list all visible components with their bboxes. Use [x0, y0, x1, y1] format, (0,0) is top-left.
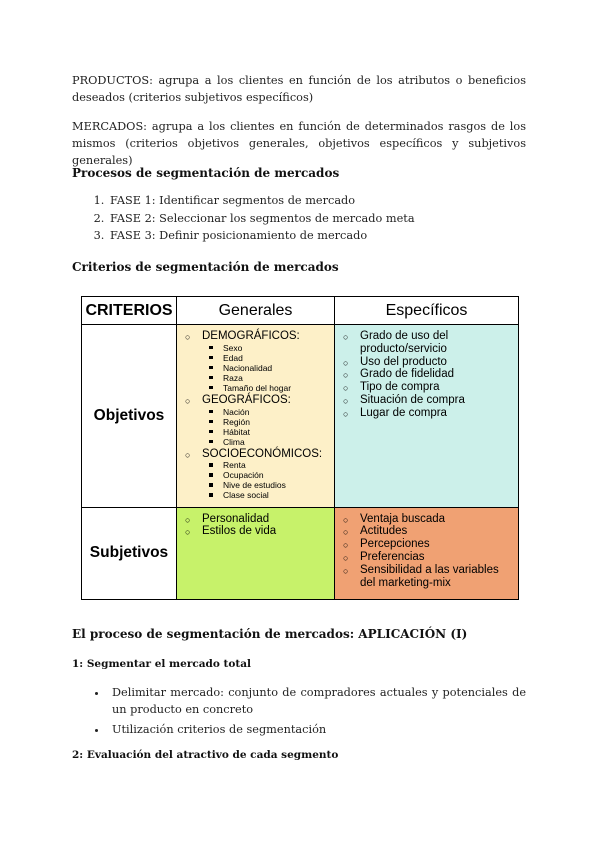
list-item: ○ Grado de fidelidad	[343, 368, 454, 381]
header-especificos: Específicos	[335, 297, 519, 325]
aplicacion-heading: El proceso de segmentación de mercados: APLICACIÓN (I)	[72, 627, 468, 641]
list-item: ○ Actitudes	[343, 525, 408, 538]
item-text: Personalidad	[202, 512, 270, 525]
list-item: ○ Grado de uso del producto/servicio	[343, 330, 449, 355]
objetivos-generales-cell	[177, 325, 335, 508]
list-item: Tamaño del hogar	[209, 383, 330, 393]
fase-item: 2. FASE 2: Seleccionar los segmentos de mercado meta	[108, 210, 548, 228]
header-criterios: CRITERIOS	[82, 297, 177, 325]
list-item: Hábitat	[209, 427, 330, 437]
group-title: GEOGRÁFICOS:	[202, 393, 291, 406]
list-item: ○ Preferencias	[343, 551, 425, 564]
list-item: Edad	[209, 353, 330, 363]
list-item: Clase social	[209, 490, 330, 500]
table-row-subjetivos	[82, 507, 519, 599]
bullet-item: • Utilización criterios de segmentación	[108, 721, 526, 738]
list-item: ○ Sensibilidad a las variables del marketing-mix	[343, 563, 499, 589]
list-item: Nación	[209, 407, 330, 417]
fases-list	[72, 192, 548, 245]
item-text: Situación de compra	[360, 394, 465, 407]
row-label-objetivos: Objetivos	[82, 325, 177, 508]
item-text: Actitudes	[360, 525, 408, 538]
item-text: Sensibilidad a las variables del marketing-mix	[360, 563, 499, 589]
bullet-item: • Delimitar mercado: conjunto de compradores actuales y potenciales de un producto en concreto	[108, 684, 526, 718]
list-item: Sexo	[209, 343, 330, 353]
item-text: Tipo de compra	[360, 381, 440, 394]
list-item: ○ Situación de compra	[343, 394, 465, 407]
list-item: ○ Estilos de vida	[185, 525, 277, 538]
subjetivos-especificos-cell	[335, 507, 519, 599]
row-label-subjetivos: Subjetivos	[82, 507, 177, 599]
objetivos-especificos-cell	[335, 325, 519, 508]
item-text: Estilos de vida	[202, 525, 277, 538]
procesos-heading: Procesos de segmentación de mercados	[72, 166, 340, 180]
list-item: Nacionalidad	[209, 363, 330, 373]
list-item: ○ Personalidad	[185, 512, 270, 525]
step1-heading: 1: Segmentar el mercado total	[72, 658, 252, 670]
header-generales: Generales	[177, 297, 335, 325]
step1-bullets	[72, 684, 526, 738]
list-item: Raza	[209, 373, 330, 383]
item-text: Preferencias	[360, 551, 425, 564]
group-title: SOCIOECONÓMICOS:	[202, 447, 323, 460]
criterios-heading: Criterios de segmentación de mercados	[72, 260, 339, 274]
item-text: Ventaja buscada	[360, 512, 446, 525]
item-text: Lugar de compra	[360, 406, 447, 419]
list-item: Nive de estudios	[209, 480, 330, 490]
list-item: Región	[209, 417, 330, 427]
item-text: Grado de uso del producto/servicio	[360, 330, 449, 355]
list-item: ○ Percepciones	[343, 538, 430, 551]
step2-heading: 2: Evaluación del atractivo de cada segmento	[72, 749, 339, 761]
fase-item: 1. FASE 1: Identificar segmentos de mercado	[108, 192, 548, 210]
list-item: Renta	[209, 460, 330, 470]
item-text: Grado de fidelidad	[360, 368, 454, 381]
group-title: DEMOGRÁFICOS:	[202, 330, 300, 343]
criterios-table	[81, 296, 519, 600]
list-item: ○ Uso del producto	[343, 355, 447, 368]
list-item: ○ Tipo de compra	[343, 381, 440, 394]
fase-item: 3. FASE 3: Definir posicionamiento de mercado	[108, 227, 548, 245]
group-geograficos: ○ GEOGRÁFICOS: Nación Región Hábitat Clima	[183, 394, 330, 447]
subjetivos-generales-cell	[177, 507, 335, 599]
list-item: Ocupación	[209, 470, 330, 480]
table-row-objetivos	[82, 325, 519, 508]
group-socioeconomicos: ○ SOCIOECONÓMICOS: Renta Ocupación Nive de estudios Clase social	[183, 448, 330, 501]
table-header-row	[82, 297, 519, 325]
item-text: Percepciones	[360, 538, 430, 551]
item-text: Uso del producto	[360, 355, 447, 368]
mercados-paragraph: MERCADOS: agrupa a los clientes en función de determinados rasgos de los mismos (criterios objetivos generales, objetivos específicos y subjetivos generales)	[72, 120, 526, 167]
list-item: ○ Ventaja buscada	[343, 512, 446, 525]
list-item: ○ Lugar de compra	[343, 406, 447, 419]
list-item: Clima	[209, 437, 330, 447]
group-demograficos: ○ DEMOGRÁFICOS: Sexo Edad Nacionalidad Raza Tamaño del hogar	[183, 330, 330, 393]
productos-paragraph: PRODUCTOS: agrupa a los clientes en función de los atributos o beneficios deseados (criterios subjetivos específicos)	[72, 74, 526, 104]
